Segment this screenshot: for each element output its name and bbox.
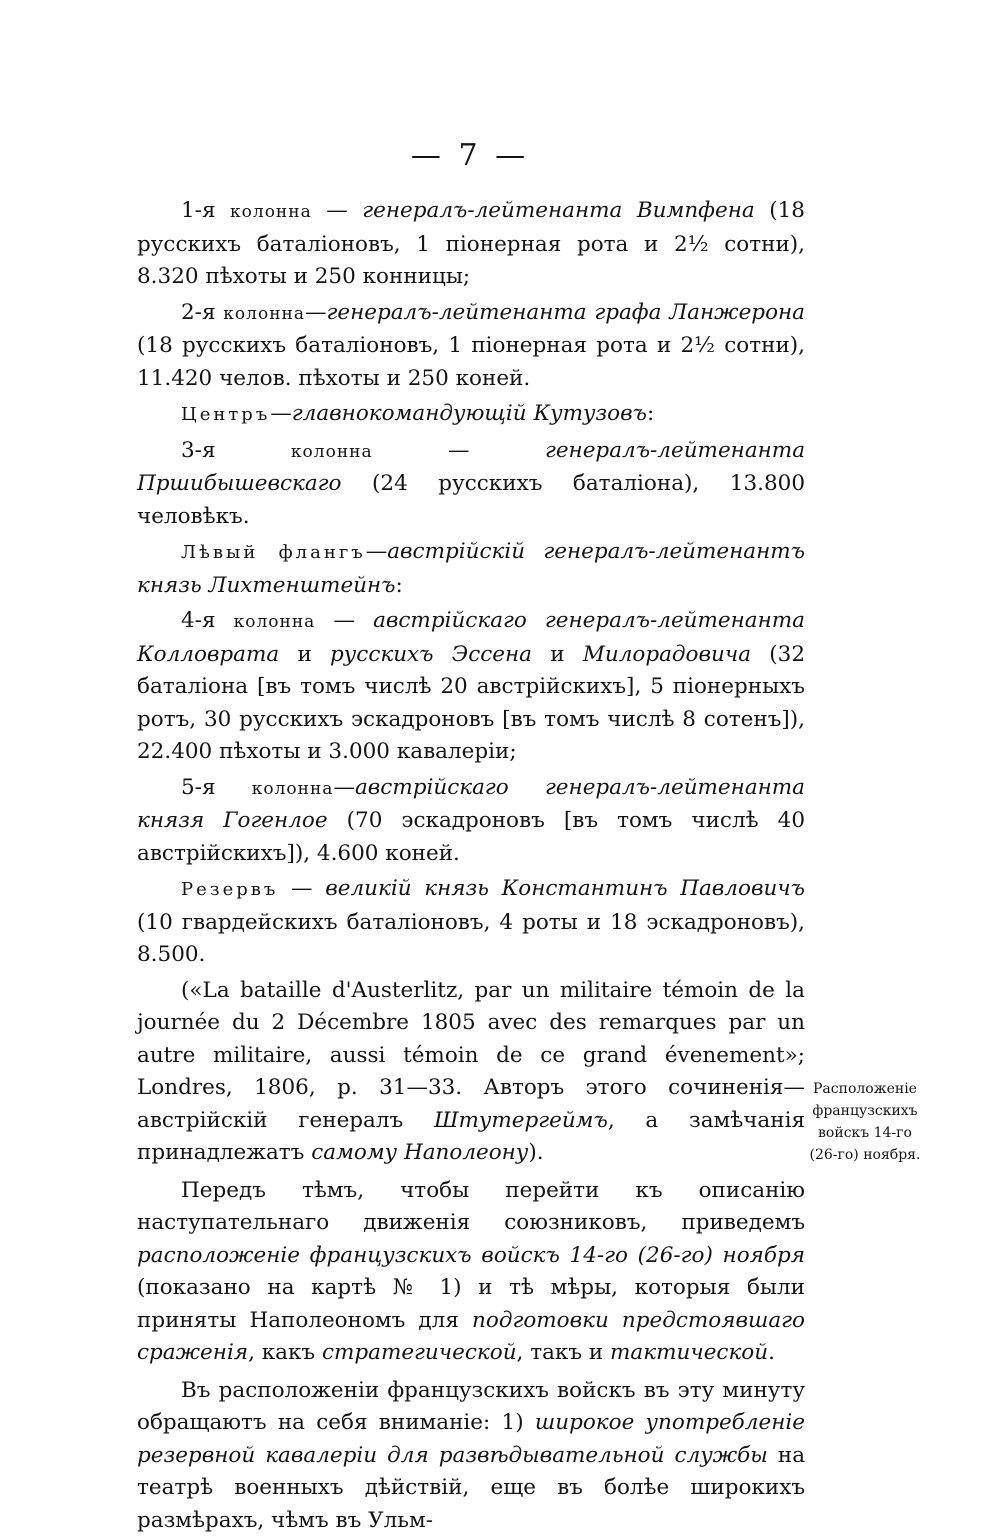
paragraph-reserve bbox=[137, 873, 805, 972]
paragraph-center bbox=[137, 398, 805, 432]
paragraph-column-5 bbox=[137, 772, 805, 871]
body-text bbox=[137, 195, 805, 1540]
page-number: — 7 — bbox=[410, 138, 530, 173]
text-run: (18 русскихъ баталіоновъ, 1 піонерная рота и 2½ сотни), 8.320 пѣхоты и 250 конницы; bbox=[137, 198, 805, 289]
text-run: расположеніе французскихъ войскъ 14-го (26-го) ноября bbox=[137, 1242, 805, 1268]
text-run: — bbox=[372, 437, 545, 463]
text-run: («La bataille d'Austerlitz, par un militaire témoin de la journée du 2 Décembre 1805 avec des remarques par un autre militaire, aussi témoin de ce grand évenement»; Londres, 1806, p. 31—33. Авторъ этого сочиненія—австрійскій генералъ bbox=[137, 977, 805, 1133]
text-run: . bbox=[768, 1340, 775, 1365]
text-run: (10 гвардейскихъ баталіоновъ, 4 роты и 18 эскадроновъ), 8.500. bbox=[137, 909, 805, 967]
text-run: генералъ-лейтенанта Пршибышевскаго bbox=[137, 437, 806, 496]
text-run: : bbox=[395, 572, 403, 598]
text-run: Милорадовича bbox=[582, 641, 752, 667]
text-run: (70 эскадроновъ [въ томъ числѣ 40 австрійскихъ]), 4.600 коней. bbox=[137, 808, 805, 866]
margin-note: Расположеніе французскихъ войскъ 14-го (26-го) ноября. bbox=[809, 1081, 921, 1163]
text-run: главнокомандующій Кутузовъ bbox=[291, 401, 647, 426]
text-run: австрійскаго генералъ-лейтенанта князя Гогенлое bbox=[137, 774, 805, 833]
text-run: австрійскаго генералъ-лейтенанта Колловрата bbox=[137, 608, 805, 667]
text-run: ). bbox=[528, 1140, 544, 1165]
text-run: и bbox=[279, 641, 331, 667]
text-run: широкое употребленіе резервной кавалеріи для развѣдывательной службы bbox=[137, 1410, 805, 1468]
text-run: русскихъ Эссена bbox=[330, 641, 532, 667]
text-run: подготовки предстоявшаго сраженія bbox=[137, 1307, 805, 1365]
text-run: (показано на картѣ № 1) и тѣ мѣры, которыя были приняты Наполеономъ для bbox=[137, 1275, 805, 1333]
text-run: (32 баталіона [въ томъ числѣ 20 австрійскихъ], 5 піонерныхъ ротъ, 30 русскихъ эскадроновъ [въ томъ числѣ 8 сотенъ]), 22.400 пѣхоты и 3.000 кавалеріи; bbox=[137, 641, 806, 764]
paragraph-column-3 bbox=[137, 435, 805, 534]
text-run: генералъ-лейтенанта Вимпфена bbox=[362, 198, 755, 223]
text-run: — bbox=[365, 539, 388, 564]
text-run: колонна bbox=[251, 778, 334, 799]
text-run: Лѣвый флангъ bbox=[181, 542, 366, 563]
text-run: генералъ-лейтенанта графа Ланжерона bbox=[326, 299, 805, 325]
text-run: тактической bbox=[610, 1340, 769, 1365]
text-run: 2-я bbox=[181, 299, 224, 325]
text-run: — bbox=[270, 401, 292, 426]
text-run: 1-я bbox=[181, 198, 231, 223]
text-run: : bbox=[646, 401, 655, 426]
text-run: колонна bbox=[223, 303, 305, 324]
text-run: самому Наполеону bbox=[311, 1140, 529, 1165]
text-run: — bbox=[315, 608, 374, 633]
text-run: и bbox=[532, 641, 583, 667]
text-run: австрійскій генералъ-лейтенантъ князь Лихтенштейнъ bbox=[137, 539, 805, 598]
paragraph-source-citation bbox=[137, 975, 805, 1170]
text-run: (24 русскихъ баталіона), 13.800 человѣкъ. bbox=[137, 471, 805, 529]
paragraph-column-2 bbox=[137, 297, 805, 396]
text-run: 5-я bbox=[181, 774, 252, 800]
text-run: 4-я bbox=[181, 608, 234, 633]
text-run: на театрѣ военныхъ дѣйствій, еще въ болѣе широкихъ размѣрахъ, чѣмъ въ Ульм- bbox=[137, 1442, 806, 1533]
text-run: Въ расположеніи французскихъ войскъ въ эту минуту обращаютъ на себя вниманіе: 1) bbox=[137, 1377, 805, 1435]
text-run: 3-я bbox=[181, 437, 291, 463]
text-run: колонна bbox=[290, 441, 373, 462]
paragraph-observations bbox=[137, 1375, 805, 1538]
text-run: , а замѣчанія принадлежатъ bbox=[137, 1107, 806, 1165]
text-run: Центръ bbox=[181, 404, 271, 425]
text-run: — bbox=[305, 299, 327, 325]
text-run: стратегической bbox=[321, 1340, 517, 1365]
paragraph-french-disposition bbox=[137, 1175, 805, 1370]
paragraph-left-flank bbox=[137, 536, 805, 602]
text-run: колонна bbox=[233, 612, 316, 632]
text-run: колонна bbox=[230, 202, 312, 222]
text-run: , такъ и bbox=[516, 1340, 611, 1365]
paragraph-column-1 bbox=[137, 195, 805, 294]
text-run: великій князь Константинъ Павловичъ bbox=[325, 876, 806, 901]
text-run: Передъ тѣмъ, чтобы перейти къ описанію наступательнаго движенія союзниковъ, приведемъ bbox=[137, 1177, 805, 1235]
text-run: , какъ bbox=[248, 1340, 322, 1365]
text-run: — bbox=[278, 876, 326, 901]
text-run: Штутергеймъ bbox=[433, 1107, 608, 1133]
text-run: Резервъ bbox=[181, 879, 279, 900]
text-run: — bbox=[333, 774, 355, 800]
text-run: — bbox=[311, 198, 363, 223]
paragraph-column-4 bbox=[137, 605, 805, 769]
text-run: (18 русскихъ баталіоновъ, 1 піонерная рота и 2½ сотни), 11.420 челов. пѣхоты и 250 коней. bbox=[137, 333, 805, 391]
